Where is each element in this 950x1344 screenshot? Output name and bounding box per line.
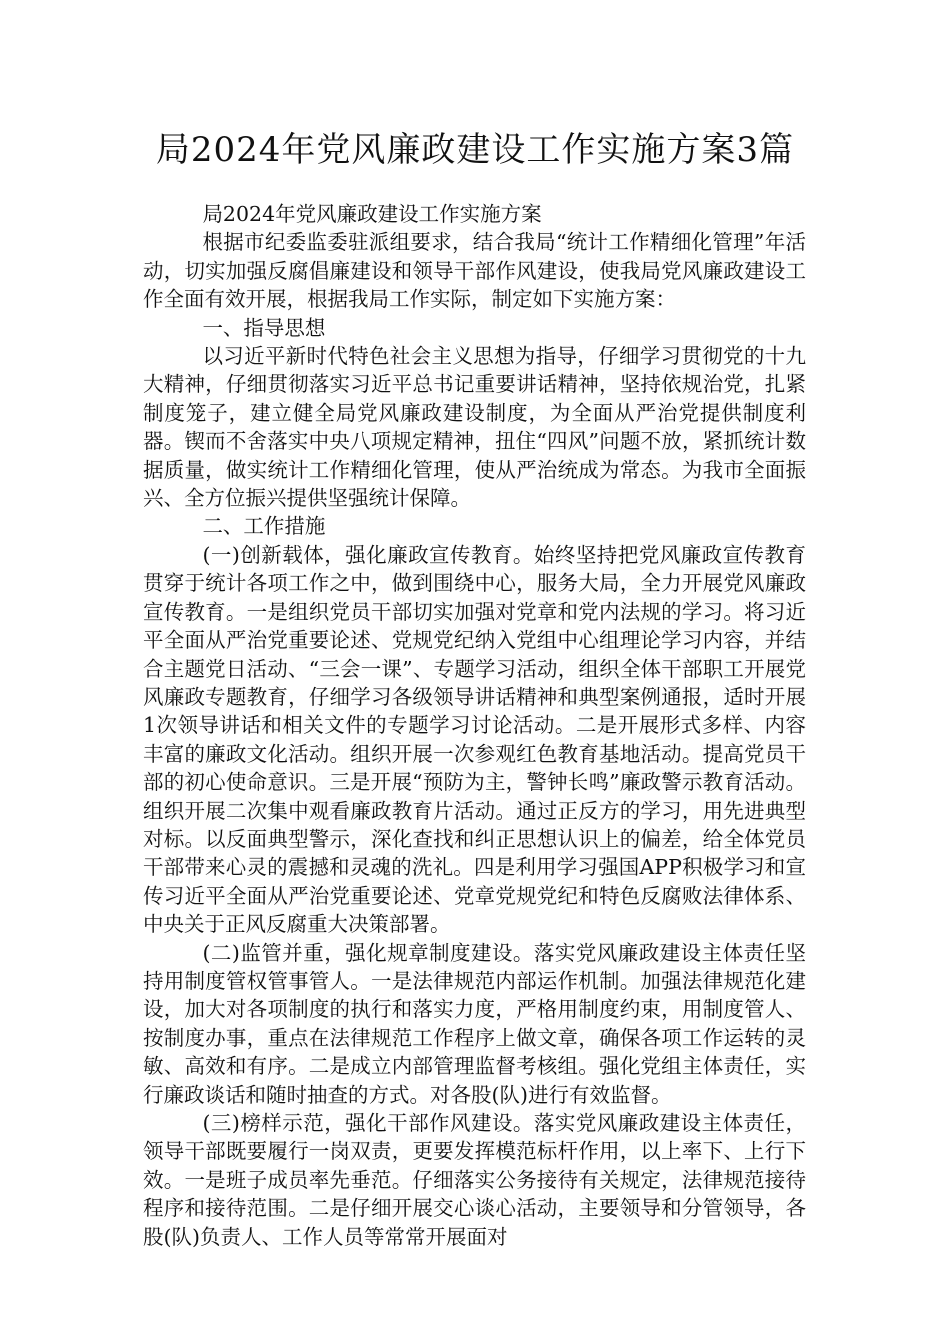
paragraph-subtitle: 局2024年党风廉政建设工作实施方案: [202, 202, 542, 226]
paragraph-guiding-ideology: 以习近平新时代特色社会主义思想为指导，仔细学习贯彻党的十九大精神，仔细贯彻落实习近平总书记重要讲话精神，坚持依规治党，扎紧制度笼子，建立健全局党风廉政建设制度，为全面从严治党提供制度利器。锲而不舍落实中央八项规定精神，扭住“四风”问题不放，紧抓统计数据质量，做实统计工作精细化管理，使从严治统成为常态。为我市全面振兴、全方位振兴提供坚强统计保障。: [143, 344, 806, 511]
paragraph-intro: 根据市纪委监委驻派组要求，结合我局“统计工作精细化管理”年活动，切实加强反腐倡廉建设和领导干部作风建设，使我局党风廉政建设工作全面有效开展，根据我局工作实际，制定如下实施方案：: [143, 230, 806, 312]
section-heading-guiding-ideology: 一、指导思想: [202, 315, 326, 340]
paragraph-measure-1: (一)创新载体，强化廉政宣传教育。始终坚持把党风廉政宣传教育贯穿于统计各项工作之中，做到围绕中心，服务大局，全力开展党风廉政宣传教育。一是组织党员干部切实加强对党章和党内法规的学习。将习近平全面从严治党重要论述、党规党纪纳入党组中心组理论学习内容，并结合主题党日活动、“三会一课”、专题学习活动，组织全体干部职工开展党风廉政专题教育，仔细学习各级领导讲话精神和典型案例通报，适时开展1次领导讲话和相关文件的专题学习讨论活动。二是开展形式多样、内容丰富的廉政文化活动。组织开展一次参观红色教育基地活动。提高党员干部的初心使命意识。三是开展“预防为主，警钟长鸣”廉政警示教育活动。组织开展二次集中观看廉政教育片活动。通过正反方的学习，用先进典型对标。以反面典型警示，深化查找和纠正思想认识上的偏差，给全体党员干部带来心灵的震撼和灵魂的洗礼。四是利用学习强国APP积极学习和宣传习近平全面从严治党重要论述、党章党规党纪和特色反腐败法律体系、中央关于正风反腐重大决策部署。: [143, 542, 806, 937]
paragraph-measure-2: (二)监管并重，强化规章制度建设。落实党风廉政建设主体责任坚持用制度管权管事管人。一是法律规范内部运作机制。加强法律规范化建设，加大对各项制度的执行和落实力度，严格用制度约束，用制度管人、按制度办事，重点在法律规范工作程序上做文章，确保各项工作运转的灵敏、高效和有序。二是成立内部管理监督考核组。强化党组主体责任，实行廉政谈话和随时抽查的方式。对各股(队)进行有效监督。: [143, 940, 806, 1107]
paragraph-measure-3: (三)榜样示范，强化干部作风建设。落实党风廉政建设主体责任，领导干部既要履行一岗双责，更要发挥模范标杆作用，以上率下、上行下效。一是班子成员率先垂范。仔细落实公务接待有关规定，法律规范接待程序和接待范围。二是仔细开展交心谈心活动，主要领导和分管领导，各股(队)负责人、工作人员等常常开展面对: [143, 1111, 806, 1249]
document-title: 局2024年党风廉政建设工作实施方案3篇: [155, 130, 795, 170]
document-body: [143, 200, 806, 1251]
section-heading-work-measures: 二、工作措施: [202, 514, 326, 539]
